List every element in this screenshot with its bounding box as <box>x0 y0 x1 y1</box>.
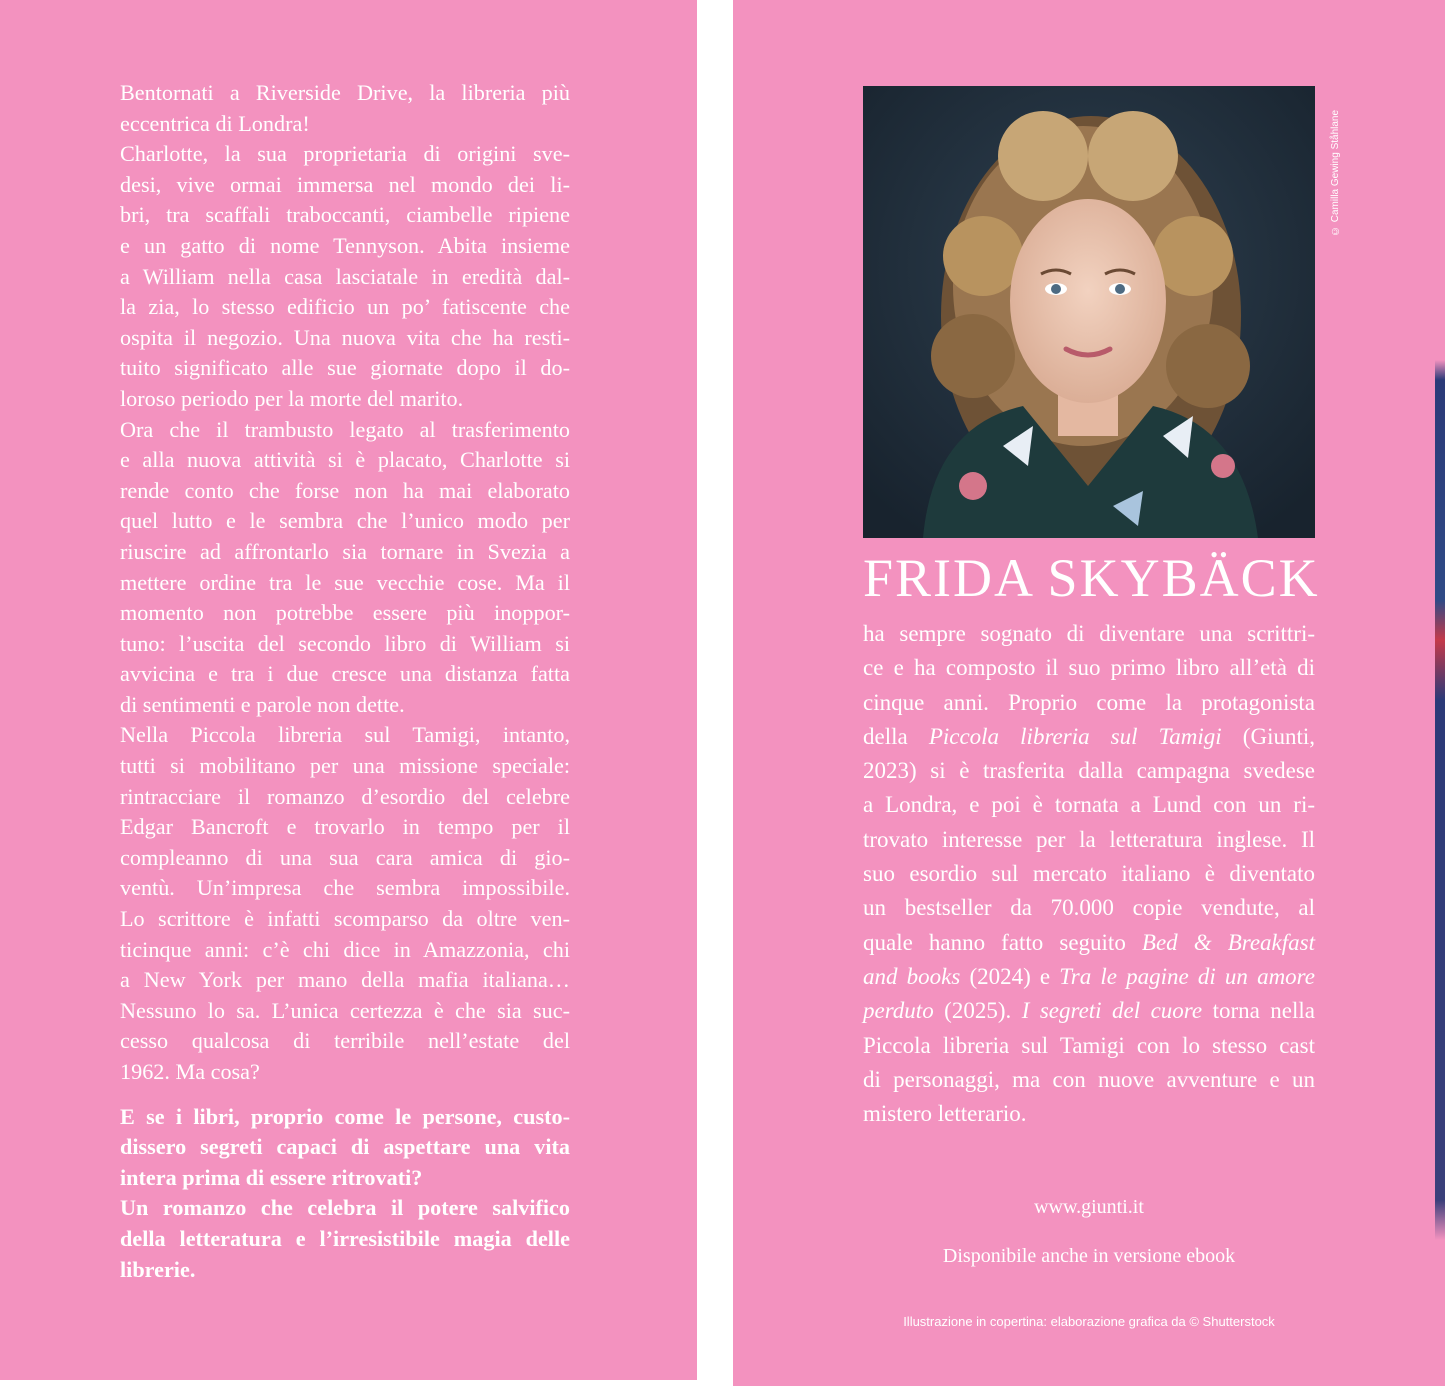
paragraph-gap <box>120 1088 570 1102</box>
author-name: FRIDA SKYBÄCK <box>863 548 1320 608</box>
synopsis-line: Ora che il trambusto legato al trasferimento <box>120 416 570 442</box>
synopsis-line: rende conto che forse non ha mai elaborato <box>120 477 570 503</box>
synopsis-line: a William nella casa lasciatale in eredità dal- <box>120 263 570 289</box>
synopsis-line: intera prima di essere ritrovati? <box>120 1164 423 1190</box>
book-title: Piccola libreria sul Tamigi <box>928 723 1222 749</box>
author-portrait-image <box>863 86 1315 538</box>
synopsis-line: e alla nuova attività si è placato, Charlotte si <box>120 447 570 473</box>
book-synopsis <box>120 78 570 1285</box>
gutter <box>697 0 733 1386</box>
synopsis-line: di sentimenti e parole non dette. <box>120 691 405 717</box>
bio-line: della Piccola libreria sul Tamigi (Giunti, <box>863 723 1315 749</box>
synopsis-line: a New York per mano della mafia italiana… <box>120 967 570 993</box>
bio-line: ha sempre sognato di diventare una scrittri- <box>863 621 1315 646</box>
bio-line: trovato interesse per la letteratura inglese. Il <box>863 826 1315 852</box>
book-title: and books <box>863 963 961 989</box>
author-photo <box>863 86 1315 538</box>
book-title: Bed & Breakfast <box>1141 929 1315 955</box>
synopsis-line: dissero segreti capaci di aspettare una vita <box>120 1134 570 1160</box>
synopsis-line: desi, vive ormai immersa nel mondo dei li- <box>120 171 570 197</box>
synopsis-line: tuito significato alle sue giornate dopo il do- <box>120 355 570 381</box>
synopsis-line: Nella Piccola libreria sul Tamigi, intanto, <box>120 722 570 748</box>
synopsis-line: avvicina e tra i due cresce una distanza fatta <box>120 661 570 687</box>
synopsis-line: Lo scrittore è infatti scomparso da oltre ven- <box>120 906 570 932</box>
bio-line: and books (2024) e Tra le pagine di un amore <box>863 963 1315 989</box>
synopsis-line: quel lutto e le sembra che l’unico modo per <box>120 508 570 534</box>
bio-line: quale hanno fatto seguito Bed & Breakfast <box>863 929 1315 955</box>
synopsis-line: librerie. <box>120 1256 196 1282</box>
bio-line: un bestseller da 70.000 copie vendute, al <box>863 895 1315 921</box>
book-title: I segreti del cuore <box>1021 998 1203 1024</box>
synopsis-line: 1962. Ma cosa? <box>120 1059 260 1084</box>
synopsis-line: cesso qualcosa di terribile nell’estate del <box>120 1028 570 1054</box>
synopsis-line: Edgar Bancroft e trovarlo in tempo per il <box>120 814 570 840</box>
synopsis-line: loroso periodo per la morte del marito. <box>120 385 464 411</box>
synopsis-line: compleanno di una sua cara amica di gio- <box>120 844 570 870</box>
synopsis-line: bri, tra scaffali traboccanti, ciambelle ripiene <box>120 202 570 228</box>
synopsis-line: ventù. Un’impresa che sembra impossibile. <box>120 875 570 901</box>
synopsis-line: e un gatto di nome Tennyson. Abita insieme <box>120 232 570 258</box>
bio-line: suo esordio sul mercato italiano è diventato <box>863 861 1315 887</box>
synopsis-line: tuno: l’uscita del secondo libro di William si <box>120 630 570 656</box>
synopsis-line: ticinque anni: c’è chi dice in Amazzonia, chi <box>120 936 570 962</box>
synopsis-line: eccentrica di Londra! <box>120 110 310 136</box>
bio-line: mistero letterario. <box>863 1101 1027 1127</box>
cover-illustration-credit: Illustrazione in copertina: elaborazione grafica da © Shutterstock <box>903 1314 1275 1329</box>
author-bio <box>863 617 1315 1131</box>
cover-edge <box>1435 0 1445 1386</box>
synopsis-line: momento non potrebbe essere più inoppor- <box>120 600 570 626</box>
bio-line: perduto (2025). I segreti del cuore torna nella <box>863 998 1315 1024</box>
synopsis-line: mettere ordine tra le sue vecchie cose. Ma il <box>120 569 570 595</box>
back-flap <box>0 0 697 1380</box>
synopsis-line: rintracciare il romanzo d’esordio del celebre <box>120 783 570 809</box>
synopsis-line: della letteratura e l’irresistibile magia delle <box>120 1225 570 1251</box>
bio-line: a Londra, e poi è tornata a Lund con un ri- <box>863 792 1315 818</box>
bio-line: 2023) si è trasferita dalla campagna svedese <box>863 758 1315 784</box>
synopsis-line: Nessuno lo sa. L’unica certezza è che sia suc- <box>120 997 570 1023</box>
synopsis-line: E se i libri, proprio come le persone, custo- <box>120 1103 570 1129</box>
synopsis-line: ospita il negozio. Una nuova vita che ha resti- <box>120 324 570 350</box>
synopsis-line: Bentornati a Riverside Drive, la libreria più <box>120 80 570 105</box>
bio-line: di personaggi, ma con nuove avventure e un <box>863 1066 1315 1092</box>
synopsis-line: Un romanzo che celebra il potere salvifico <box>120 1195 570 1221</box>
book-title: perduto <box>863 998 934 1024</box>
synopsis-line: la zia, lo stesso edificio un po’ fatiscente che <box>120 294 570 320</box>
publisher-website[interactable]: www.giunti.it <box>1034 1196 1144 1218</box>
photo-credit: © Camilla Gewing Ståhlane <box>1330 109 1341 236</box>
synopsis-line: riuscire ad affrontarlo sia tornare in Svezia a <box>120 538 570 564</box>
book-title: Tra le pagine di un amore <box>1059 963 1315 989</box>
synopsis-line: tutti si mobilitano per una missione speciale: <box>120 753 570 779</box>
bio-line: Piccola libreria sul Tamigi con lo stesso cast <box>863 1032 1315 1058</box>
ebook-availability-note: Disponibile anche in versione ebook <box>942 1245 1236 1267</box>
synopsis-line: Charlotte, la sua proprietaria di origini sve- <box>120 141 570 167</box>
bio-line: cinque anni. Proprio come la protagonista <box>863 689 1315 715</box>
bio-line: ce e ha composto il suo primo libro all’età di <box>863 655 1315 681</box>
